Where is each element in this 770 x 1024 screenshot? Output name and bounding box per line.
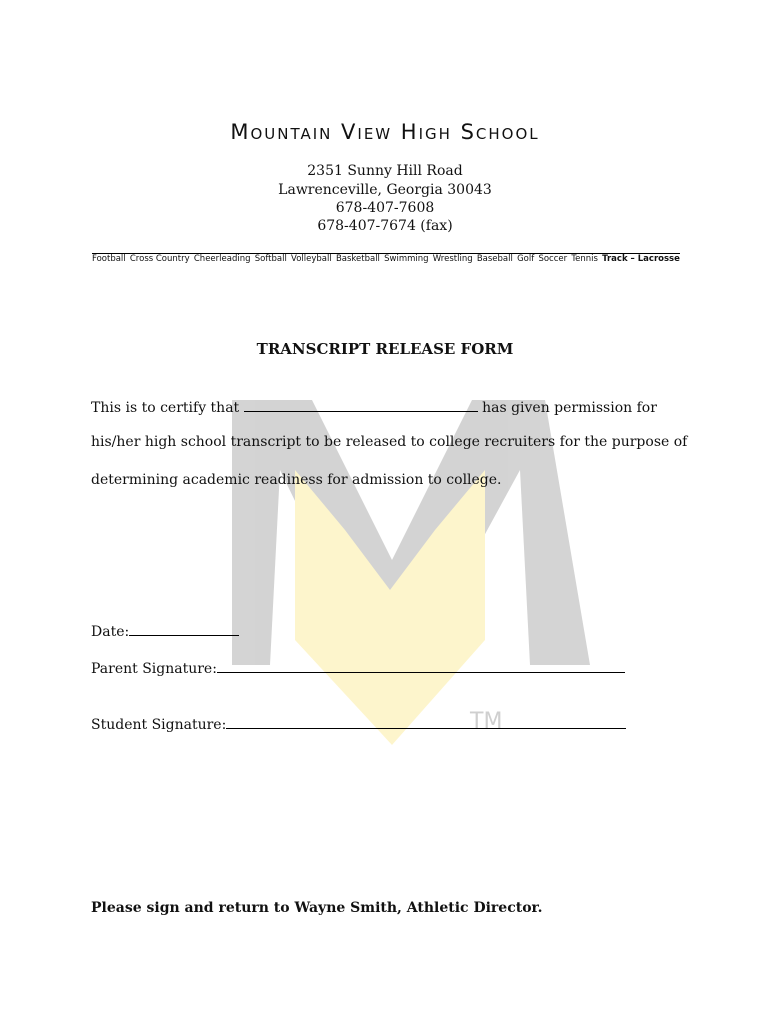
- sport-item: Soccer: [538, 254, 568, 264]
- fax-number: 678-407-7674 (fax): [317, 218, 453, 234]
- student-signature-label: Student Signature:: [91, 717, 227, 733]
- sport-item: Softball: [254, 254, 287, 264]
- sport-item: Volleyball: [291, 254, 332, 264]
- certify-text-end: has given permission for: [482, 400, 657, 416]
- address-line-2: Lawrenceville, Georgia 30043: [278, 182, 492, 198]
- address-line-1: 2351 Sunny Hill Road: [307, 163, 463, 179]
- date-field[interactable]: [129, 621, 239, 636]
- sports-list: [92, 254, 680, 264]
- parent-signature-field[interactable]: [217, 658, 625, 673]
- sport-item: Cross Country: [129, 254, 190, 264]
- student-name-field[interactable]: [244, 397, 478, 412]
- sport-item: Baseball: [476, 254, 513, 264]
- student-signature-field[interactable]: [226, 714, 626, 729]
- phone-number: 678-407-7608: [335, 200, 435, 216]
- trademark-symbol: TM: [470, 709, 503, 734]
- body-line-2: his/her high school transcript to be released to college recruiters for the purpose of: [91, 434, 688, 450]
- parent-signature-label: Parent Signature:: [91, 661, 217, 677]
- sport-item: Track – Lacrosse: [602, 254, 680, 264]
- date-row: [91, 621, 239, 640]
- sport-item: Cheerleading: [193, 254, 251, 264]
- form-title: TRANSCRIPT RELEASE FORM: [256, 340, 514, 358]
- sport-item: Basketball: [335, 254, 380, 264]
- school-name: Mountain View High School: [230, 120, 540, 144]
- date-label: Date:: [91, 624, 130, 640]
- body-line-3: determining academic readiness for admission to college.: [91, 472, 502, 488]
- sport-item: Tennis: [571, 254, 598, 264]
- sport-item: Swimming: [384, 254, 429, 264]
- sport-item: Wrestling: [432, 254, 473, 264]
- sport-item: Golf: [517, 254, 535, 264]
- student-signature-row: [91, 714, 626, 733]
- certify-text-start: This is to certify that: [91, 400, 240, 416]
- certify-line: [91, 397, 657, 416]
- sport-item: Football: [92, 254, 126, 264]
- closing-instruction: Please sign and return to Wayne Smith, Athletic Director.: [91, 900, 543, 916]
- parent-signature-row: [91, 658, 625, 677]
